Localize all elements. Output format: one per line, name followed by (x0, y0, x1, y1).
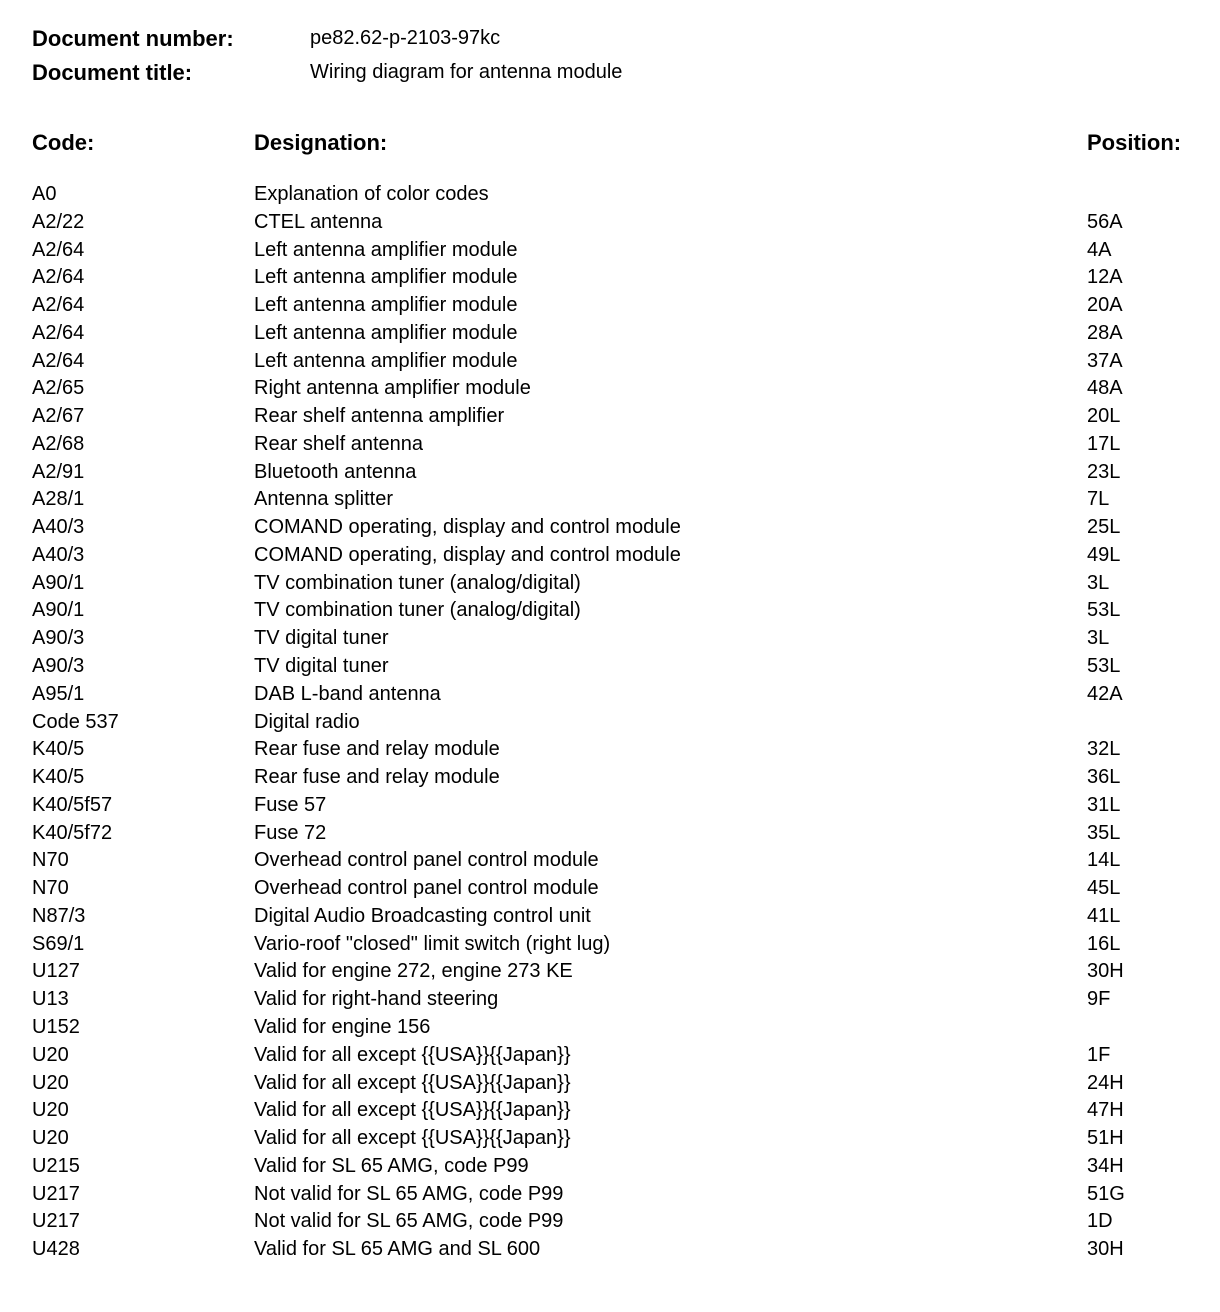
cell-position: 51H (1087, 1127, 1124, 1150)
cell-position: 24H (1087, 1071, 1124, 1094)
cell-designation: Left antenna amplifier module (254, 294, 518, 317)
table-row (0, 542, 1220, 570)
table-row (0, 597, 1220, 625)
cell-position: 25L (1087, 516, 1121, 539)
cell-code: A90/1 (32, 571, 85, 594)
table-row (0, 181, 1220, 209)
cell-designation: Valid for engine 272, engine 273 KE (254, 960, 573, 983)
cell-designation: Rear shelf antenna (254, 432, 424, 455)
cell-code: N70 (32, 849, 69, 872)
cell-code: A2/64 (32, 321, 85, 344)
cell-designation: Rear fuse and relay module (254, 766, 500, 789)
table-row (0, 1070, 1220, 1098)
table-row (0, 1181, 1220, 1209)
cell-designation: TV digital tuner (254, 655, 389, 678)
cell-position: 17L (1087, 432, 1121, 455)
cell-code: A2/68 (32, 432, 85, 455)
cell-position: 30H (1087, 1238, 1124, 1261)
cell-code: U217 (32, 1182, 80, 1205)
table-row (0, 681, 1220, 709)
table-row (0, 514, 1220, 542)
cell-position: 48A (1087, 377, 1123, 400)
document-title-label: Document title: (32, 60, 193, 85)
cell-code: A2/65 (32, 377, 85, 400)
cell-designation: Overhead control panel control module (254, 849, 599, 872)
table-row (0, 1153, 1220, 1181)
cell-position: 1D (1087, 1210, 1113, 1233)
table-row (0, 1208, 1220, 1236)
cell-code: K40/5f72 (32, 821, 113, 844)
cell-code: U20 (32, 1127, 69, 1150)
table-row (0, 320, 1220, 348)
cell-code: A90/1 (32, 599, 85, 622)
cell-designation: Valid for all except {{USA}}{{Japan}} (254, 1071, 571, 1094)
cell-designation: COMAND operating, display and control module (254, 516, 681, 539)
cell-position: 4A (1087, 238, 1112, 261)
table-row (0, 375, 1220, 403)
cell-code: U20 (32, 1043, 69, 1066)
cell-designation: Explanation of color codes (254, 183, 489, 205)
cell-code: A2/64 (32, 294, 85, 317)
table-row (0, 903, 1220, 931)
cell-code: Code 537 (32, 710, 119, 733)
cell-position: 3L (1087, 627, 1110, 650)
cell-code: A0 (32, 183, 57, 205)
table-row (0, 486, 1220, 514)
cell-code: A40/3 (32, 543, 85, 566)
cell-designation: TV combination tuner (analog/digital) (254, 599, 581, 622)
table-row (0, 264, 1220, 292)
cell-code: U215 (32, 1154, 80, 1177)
header-designation: Designation: (254, 130, 388, 155)
cell-designation: Antenna splitter (254, 488, 393, 511)
cell-position: 12A (1087, 266, 1123, 289)
table-row (0, 625, 1220, 653)
cell-position: 30H (1087, 960, 1124, 983)
cell-code: A40/3 (32, 516, 85, 539)
cell-position: 16L (1087, 932, 1121, 955)
cell-code: A95/1 (32, 682, 85, 705)
cell-position: 45L (1087, 877, 1121, 900)
cell-position: 3L (1087, 571, 1110, 594)
table-row (0, 986, 1220, 1014)
code-table (0, 181, 1220, 1264)
cell-code: N70 (32, 877, 69, 900)
cell-designation: Digital radio (254, 710, 360, 733)
cell-designation: Vario-roof "closed" limit switch (right lug) (254, 932, 611, 955)
cell-code: A2/64 (32, 266, 85, 289)
table-row (0, 736, 1220, 764)
cell-code: U13 (32, 988, 69, 1011)
cell-designation: Overhead control panel control module (254, 877, 599, 900)
cell-position: 28A (1087, 321, 1123, 344)
cell-designation: Fuse 72 (254, 821, 327, 844)
table-row (0, 1097, 1220, 1125)
cell-code: K40/5f57 (32, 793, 113, 816)
cell-code: U428 (32, 1238, 80, 1261)
table-row (0, 792, 1220, 820)
cell-code: A2/64 (32, 238, 85, 261)
table-row (0, 847, 1220, 875)
cell-designation: Valid for SL 65 AMG, code P99 (254, 1154, 529, 1177)
cell-designation: TV digital tuner (254, 627, 389, 650)
cell-designation: CTEL antenna (254, 210, 383, 233)
cell-position: 53L (1087, 599, 1121, 622)
cell-position: 49L (1087, 543, 1121, 566)
table-row (0, 348, 1220, 376)
cell-code: A2/22 (32, 210, 85, 233)
cell-code: A2/64 (32, 349, 85, 372)
header-position: Position: (1087, 130, 1182, 155)
cell-code: N87/3 (32, 904, 86, 927)
cell-designation: Left antenna amplifier module (254, 321, 518, 344)
cell-designation: Valid for engine 156 (254, 1015, 431, 1038)
document-number-label: Document number: (32, 26, 234, 51)
table-row (0, 653, 1220, 681)
cell-position: 31L (1087, 793, 1121, 816)
table-row (0, 820, 1220, 848)
cell-position: 7L (1087, 488, 1110, 511)
cell-code: S69/1 (32, 932, 85, 955)
table-row (0, 403, 1220, 431)
cell-designation: Fuse 57 (254, 793, 327, 816)
table-row (0, 570, 1220, 598)
table-row (0, 431, 1220, 459)
cell-code: U127 (32, 960, 80, 983)
cell-designation: TV combination tuner (analog/digital) (254, 571, 581, 594)
document-title-value: Wiring diagram for antenna module (310, 61, 623, 83)
table-row (0, 764, 1220, 792)
cell-designation: Left antenna amplifier module (254, 349, 518, 372)
cell-designation: Valid for SL 65 AMG and SL 600 (254, 1238, 541, 1261)
cell-designation: Not valid for SL 65 AMG, code P99 (254, 1210, 564, 1233)
cell-designation: DAB L-band antenna (254, 682, 441, 705)
cell-designation: Bluetooth antenna (254, 460, 417, 483)
cell-position: 51G (1087, 1182, 1125, 1205)
cell-position: 32L (1087, 738, 1121, 761)
cell-designation: Right antenna amplifier module (254, 377, 531, 400)
cell-designation: Valid for all except {{USA}}{{Japan}} (254, 1099, 571, 1122)
cell-position: 35L (1087, 821, 1121, 844)
table-row (0, 209, 1220, 237)
cell-position: 37A (1087, 349, 1123, 372)
table-row (0, 958, 1220, 986)
cell-designation: Rear shelf antenna amplifier (254, 405, 505, 428)
cell-code: U20 (32, 1099, 69, 1122)
table-row (0, 1236, 1220, 1264)
cell-code: U217 (32, 1210, 80, 1233)
table-row (0, 875, 1220, 903)
cell-code: A2/67 (32, 405, 85, 428)
cell-position: 47H (1087, 1099, 1124, 1122)
cell-code: A90/3 (32, 627, 85, 650)
document-number-value: pe82.62-p-2103-97kc (310, 27, 501, 49)
table-row (0, 709, 1220, 737)
table-row (0, 1014, 1220, 1042)
cell-designation: Valid for all except {{USA}}{{Japan}} (254, 1127, 571, 1150)
table-row (0, 237, 1220, 265)
table-row (0, 292, 1220, 320)
cell-code: A90/3 (32, 655, 85, 678)
header-code: Code: (32, 130, 95, 155)
cell-position: 20A (1087, 294, 1123, 317)
cell-position: 14L (1087, 849, 1121, 872)
cell-position: 23L (1087, 460, 1121, 483)
table-row (0, 1042, 1220, 1070)
cell-position: 53L (1087, 655, 1121, 678)
cell-code: U152 (32, 1015, 80, 1038)
cell-code: U20 (32, 1071, 69, 1094)
cell-code: A28/1 (32, 488, 85, 511)
cell-position: 42A (1087, 682, 1123, 705)
cell-designation: Left antenna amplifier module (254, 238, 518, 261)
cell-designation: Valid for right-hand steering (254, 988, 499, 1011)
cell-position: 36L (1087, 766, 1121, 789)
cell-position: 56A (1087, 210, 1123, 233)
cell-position: 1F (1087, 1043, 1111, 1066)
table-row (0, 931, 1220, 959)
cell-position: 41L (1087, 904, 1121, 927)
cell-designation: Left antenna amplifier module (254, 266, 518, 289)
cell-code: A2/91 (32, 460, 85, 483)
cell-position: 20L (1087, 405, 1121, 428)
cell-code: K40/5 (32, 738, 85, 761)
cell-designation: COMAND operating, display and control module (254, 543, 681, 566)
cell-position: 9F (1087, 988, 1111, 1011)
cell-code: K40/5 (32, 766, 85, 789)
cell-designation: Rear fuse and relay module (254, 738, 500, 761)
cell-designation: Valid for all except {{USA}}{{Japan}} (254, 1043, 571, 1066)
cell-designation: Not valid for SL 65 AMG, code P99 (254, 1182, 564, 1205)
table-row (0, 459, 1220, 487)
cell-designation: Digital Audio Broadcasting control unit (254, 904, 591, 927)
table-row (0, 1125, 1220, 1153)
cell-position: 34H (1087, 1154, 1124, 1177)
